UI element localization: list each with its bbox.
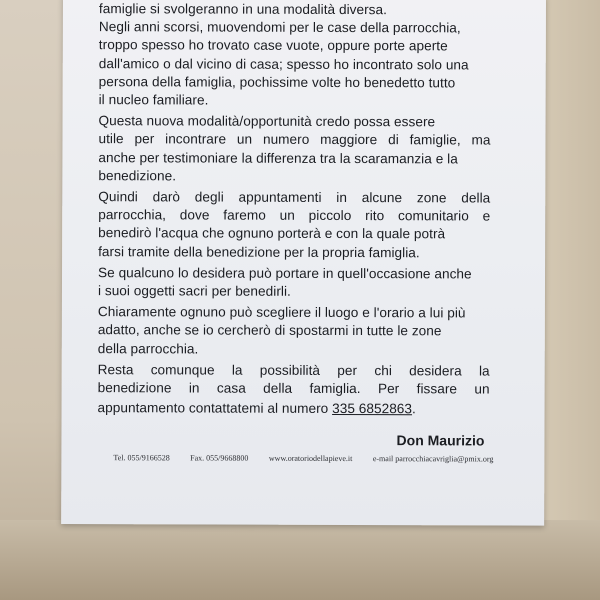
text-line: dall'amico o dal vicino di casa; spesso ho incontrato solo una [98,55,469,73]
footer-website: www.oratoriodellapieve.it [268,453,353,464]
text-line: adatto, anche se io cercherò di spostarmi in tutte le zone [97,322,442,339]
text-line: il nucleo familiare. [98,92,209,108]
text-line: persona della famiglia, pochissime volte ho benedetto tutto [98,73,456,91]
letter-sheet [61,0,546,526]
text-line: parrocchia, dove faremo un piccolo rito comunitario e [98,207,491,224]
last-line-suffix: . [412,401,416,417]
text-line: Questa nuova modalità/opportunità credo possa essere [98,113,436,130]
letter-body [98,0,491,419]
letter-footer [113,453,493,463]
phone-number: 335 6852863 [332,401,413,417]
footer-fax: Fax. 055/9668800 [190,453,249,463]
text-line: farsi tramite della benedizione per la propria famiglia. [98,243,420,260]
text-line: benedirò l'acqua che ognuno porterà e con la quale potrà [98,225,446,242]
text-line: benedizione. [98,167,177,184]
footer-tel: Tel. 055/9166528 [113,453,170,463]
text-line: Negli anni scorsi, muovendomi per le case della parrocchia, [98,19,461,36]
text-line: Quindi darò degli appuntamenti in alcune zone della [98,189,491,206]
text-line: utile per incontrare un numero maggiore di famiglie, ma [98,131,491,148]
text-line: troppo spesso ho trovato case vuote, oppure porte aperte [98,37,448,54]
last-line-prefix: appuntamento contattatemi al numero [97,400,329,417]
text-line: anche per testimoniare la differenza tra la scaramanzia e la [98,149,458,167]
footer-email: e-mail parrocchiacavriglia@pmix.org [372,454,494,464]
text-line: Se qualcuno lo desidera può portare in quell'occasione anche [98,264,472,282]
text-line: i suoi oggetti sacri per benedirli. [97,283,291,299]
background-surface-bottom [0,520,600,600]
text-line-last [98,399,490,419]
text-line: Chiaramente ognuno può scegliere il luogo e l'orario a lui più [97,304,466,321]
text-line: famiglie si svolgeranno in una modalità diversa. [98,1,388,18]
text-line: Resta comunque la possibilità per chi desidera la [97,361,490,379]
background-wall-right [544,0,600,600]
text-line: della parrocchia. [97,340,199,357]
text-line: benedizione in casa della famiglia. Per fissare un [97,380,490,397]
signature-name: Don Maurizio [396,432,485,449]
